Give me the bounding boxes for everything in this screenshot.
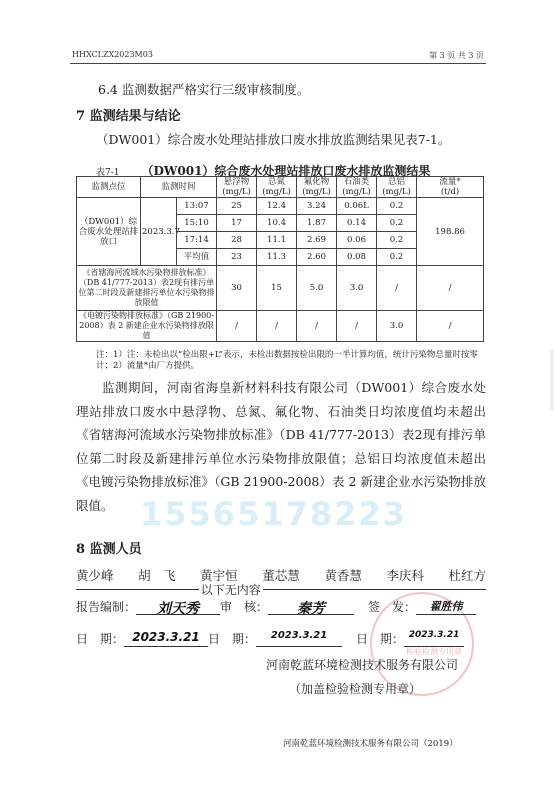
signature-row [76,598,486,615]
fluoride-limit: / [297,311,337,342]
standard-row-db41 [77,266,484,311]
aluminum-cell: 0.2 [377,198,417,215]
company-name: 河南乾蓝环境检测技术服务有限公司 [266,658,459,672]
staff-name: 董芯慧 [262,568,300,583]
phone-watermark: 15565178223 [140,495,407,533]
prepared-label: 报告编制： [76,600,137,614]
date-label: 日 期： [356,632,405,646]
flow-limit: / [417,266,484,311]
prepared-date: 2023.3.21 [124,630,208,647]
section-6-4: 6.4 监测数据严格实行三级审核制度。 [98,82,310,97]
staff-name: 杜红方 [448,568,486,583]
header-flow: 流量* (t/d) [417,177,484,198]
header-oil: 石油类 (mg/L) [337,177,377,198]
flow-cell: 198.86 [417,198,484,266]
table-title-text: （DW001）综合废水处理站排放口废水排放监测结果 [141,164,431,178]
table-note: 注：1）注：未检出以“检出限+L”表示，未检出数据按检出限的一半计算均值，统计污染物总量时按零计；2）流量*由厂方提供。 [96,350,478,371]
page-number: 第 3 页 共 3 页 [429,51,484,60]
staff-name: 黄宇恒 [200,568,238,583]
section-7-intro: （DW001）综合废水处理站排放口废水排放监测结果见表7-1。 [96,132,451,147]
point-cell: （DW001）综合废水处理站排放口 [77,198,141,266]
section-8-heading: 8 监测人员 [76,542,142,557]
time-cell: 15:10 [177,215,217,232]
date-label: 日 期： [208,632,257,646]
fluoride-cell: 2.69 [297,232,337,249]
staff-name: 胡 飞 [138,568,176,583]
issue-label: 签 发： [368,600,417,614]
fluoride-cell: 3.24 [297,198,337,215]
ss-cell: 28 [217,232,257,249]
standard-label: 《电镀污染物排放标准》（GB 21900-2008）表 2 新建企业水污染物排放限值 [77,311,217,342]
header-aluminum: 总铝 (mg/L) [377,177,417,198]
oil-cell: 0.14 [337,215,377,232]
issue-signature: 翟胜伟 [416,598,476,615]
prepared-signature: 刘天秀 [136,598,220,615]
tn-limit: 15 [257,266,297,311]
time-cell: 17:14 [177,232,217,249]
fluoride-cell: 1.87 [297,215,337,232]
fluoride-cell: 2.60 [297,249,337,266]
tn-cell: 10.4 [257,215,297,232]
review-signature: 秦芳 [268,598,354,615]
ss-cell: 25 [217,198,257,215]
side-margin-mark [550,350,554,410]
table-number: 表7-1 [96,168,120,178]
header-time: 监测时间 [141,177,217,198]
staff-name: 黄香慧 [324,568,362,583]
date-label: 日 期： [76,632,125,646]
ss-limit: / [217,311,257,342]
section-7-heading: 7 监测结果与结论 [76,109,181,124]
staff-name: 黄少峰 [76,568,114,583]
oil-limit: 3.0 [337,266,377,311]
tn-cell: 11.1 [257,232,297,249]
review-date: 2023.3.21 [256,630,342,647]
tn-limit: / [257,311,297,342]
date-row [76,630,486,647]
header-fluoride: 氟化物 (mg/L) [297,177,337,198]
flow-limit: / [417,311,484,342]
header-point: 监测点位 [77,177,141,198]
conclusion-text: 监测期间，河南省海皇新材料科技有限公司（DW001）综合废水处理站排放口废水中悬浮物、总氮、氟化物、石油类日均浓度值均未超出《省辖海河流域水污染物排放标准》（DB 41/777-2013）表2现有排污单位第二时段及新建排污单位水污染物排放限值；总铝日均浓度值未超出《电镀污染物排放标准》（GB 21900-2008）表 2 新建企业水污染物排放限值。 [76,380,486,513]
time-cell: 平均值 [177,249,217,266]
standard-row-gb21900 [77,311,484,342]
conclusion-paragraph [76,376,486,517]
ss-cell: 17 [217,215,257,232]
oil-limit: / [337,311,377,342]
review-label: 审 核： [220,600,269,614]
ss-limit: 30 [217,266,257,311]
tn-cell: 11.3 [257,249,297,266]
header-ss: 悬浮物 (mg/L) [217,177,257,198]
seal-note: （加盖检验检测专用章） [289,682,422,696]
aluminum-cell: 0.2 [377,215,417,232]
tn-cell: 12.4 [257,198,297,215]
aluminum-limit: 3.0 [377,311,417,342]
footer: 河南乾蓝环境检测技术服务有限公司（2019） [283,739,458,749]
doc-code: HHXCLZX2023M03 [72,50,153,59]
table-row [77,198,484,215]
fluoride-limit: 5.0 [297,266,337,311]
oil-cell: 0.06L [337,198,377,215]
seal-text: 检验检测专用章 [406,647,462,656]
ss-cell: 23 [217,249,257,266]
staff-name: 李庆科 [386,568,424,583]
end-of-content-text: 以下无内容 [200,583,261,597]
header-tn: 总氮 (mg/L) [257,177,297,198]
aluminum-cell: 0.2 [377,232,417,249]
header-divider [70,63,486,64]
time-cell: 13:07 [177,198,217,215]
standard-label: 《省辖海河流域水污染物排放标准》（DB 41/777-2013）表2现有排污单位第二时段及新建排污单位水污染物排放限值 [77,266,217,311]
date-cell: 2023.3.7 [141,198,177,266]
results-table [76,176,484,342]
aluminum-cell: 0.2 [377,249,417,266]
table-header-row [77,177,484,198]
oil-cell: 0.06 [337,232,377,249]
issue-date: 2023.3.21 [404,630,464,647]
oil-cell: 0.08 [337,249,377,266]
aluminum-limit: / [377,266,417,311]
